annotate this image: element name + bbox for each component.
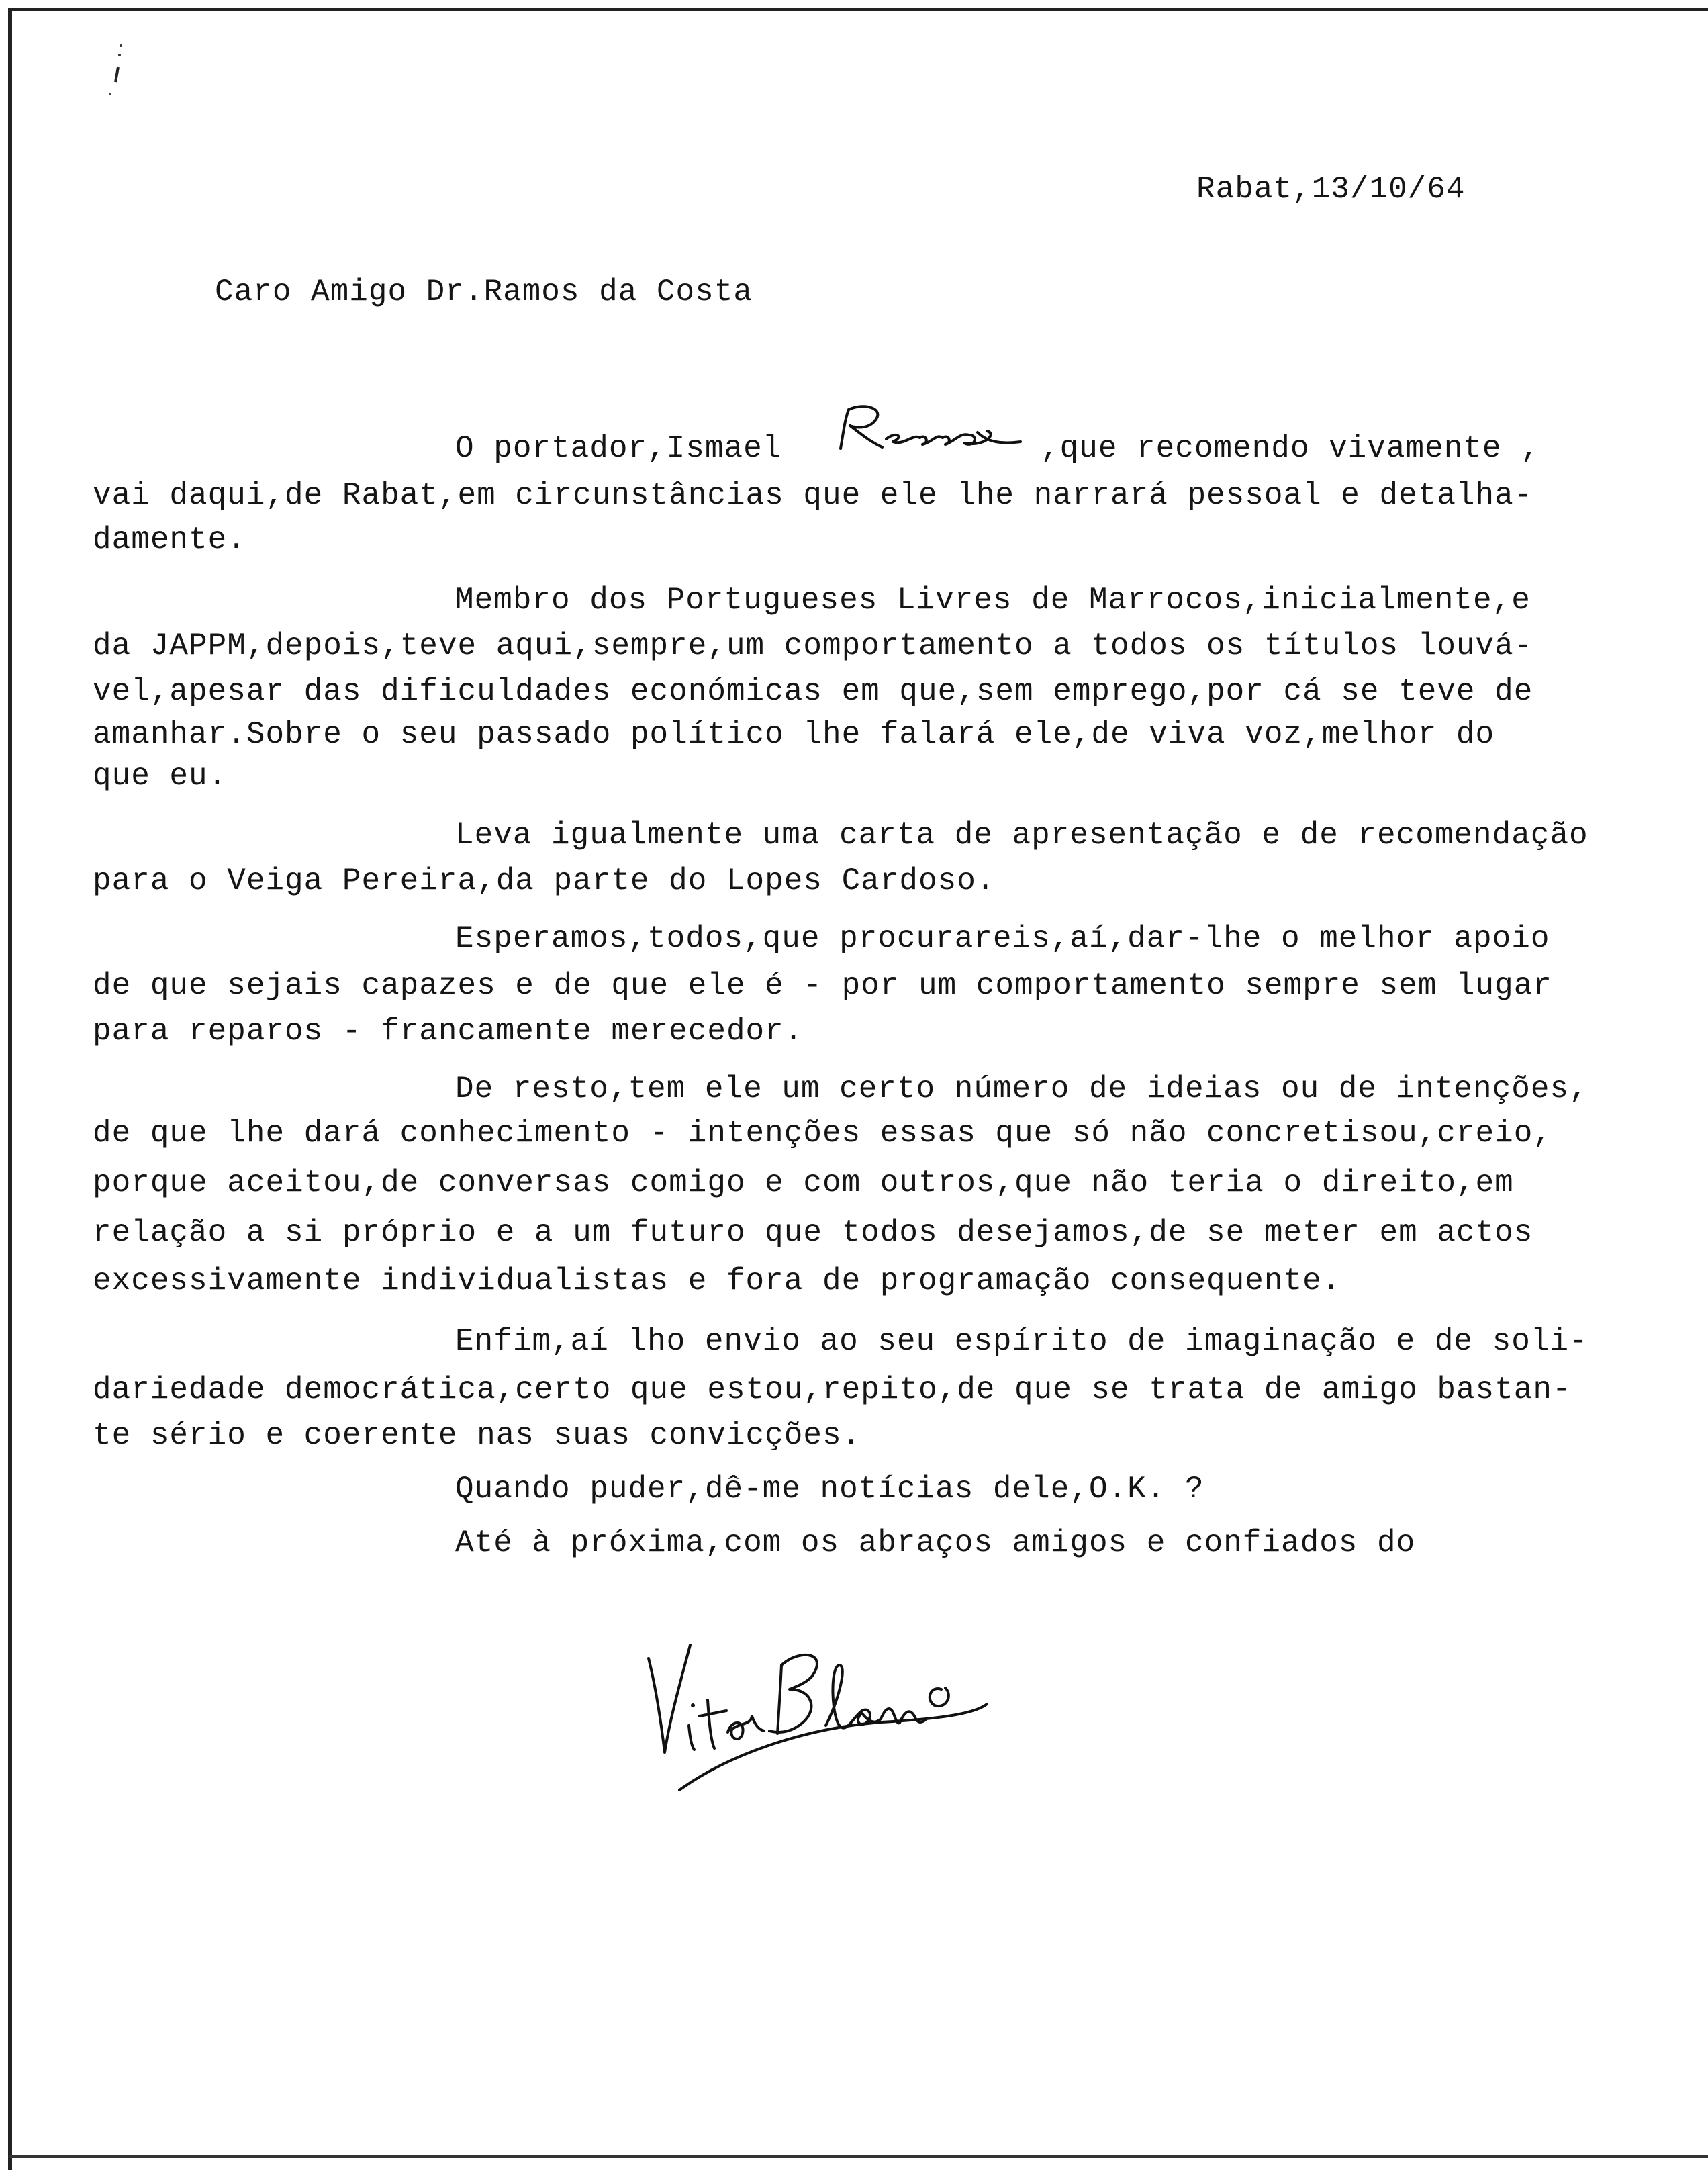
paragraph-5-line-3: porque aceitou,de conversas comigo e com outros,que não teria o direito,em	[93, 1166, 1514, 1200]
paragraph-3-line-2: para o Veiga Pereira,da parte do Lopes Cardoso.	[93, 863, 996, 898]
handwritten-name-pessoa	[826, 400, 1027, 461]
paragraph-6-line-3: te sério e coerente nas suas convicções.	[93, 1418, 861, 1453]
paragraph-4-line-3: para reparos - francamente merecedor.	[93, 1014, 804, 1049]
closing-line-1: Quando puder,dê-me notícias dele,O.K. ?	[455, 1472, 1204, 1507]
paragraph-3-line-1: Leva igualmente uma carta de apresentação e de recomendação	[455, 818, 1588, 853]
paragraph-5-line-4: relação a si próprio e a um futuro que todos desejamos,de se meter em actos	[93, 1215, 1533, 1250]
salutation: Caro Amigo Dr.Ramos da Costa	[215, 275, 753, 310]
signature	[638, 1625, 1000, 1799]
paragraph-4-line-1: Esperamos,todos,que procurareis,aí,dar-lhe o melhor apoio	[455, 921, 1550, 956]
paragraph-6-line-2: dariedade democrática,certo que estou,repito,de que se trata de amigo bastan-	[93, 1372, 1572, 1407]
page-border-bottom	[9, 2155, 1708, 2158]
paragraph-2-line-5: que eu.	[93, 759, 228, 794]
paragraph-5-line-2: de que lhe dará conhecimento - intenções essas que só não concretisou,creio,	[93, 1116, 1552, 1151]
page-border-top	[9, 8, 1708, 11]
paragraph-2-line-4: amanhar.Sobre o seu passado político lhe falará ele,de viva voz,melhor do	[93, 717, 1495, 752]
closing-line-2: Até à próxima,com os abraços amigos e confiados do	[455, 1525, 1416, 1560]
paper-specks	[101, 40, 128, 114]
paragraph-2-line-2: da JAPPM,depois,teve aqui,sempre,um comportamento a todos os títulos louvá-	[93, 628, 1533, 663]
paragraph-5-line-5: excessivamente individualistas e fora de programação consequente.	[93, 1264, 1341, 1299]
page-border-left	[8, 8, 12, 2170]
paragraph-1-line-2: vai daqui,de Rabat,em circunstâncias que ele lhe narrará pessoal e detalha-	[93, 478, 1533, 513]
paragraph-2-line-3: vel,apesar das dificuldades económicas em que,sem emprego,por cá se teve de	[93, 674, 1533, 709]
paragraph-5-line-1: De resto,tem ele um certo número de ideias ou de intenções,	[455, 1072, 1588, 1106]
paragraph-6-line-1: Enfim,aí lho envio ao seu espírito de imaginação e de soli-	[455, 1324, 1588, 1359]
paragraph-4-line-2: de que sejais capazes e de que ele é - por um comportamento sempre sem lugar	[93, 968, 1552, 1003]
paragraph-1-line-1-end: ,que recomendo vivamente ,	[1041, 431, 1540, 466]
paragraph-1-line-3: damente.	[93, 522, 246, 557]
letter-date: Rabat,13/10/64	[1196, 172, 1466, 207]
paragraph-1-line-1-start: O portador,Ismael	[455, 431, 782, 466]
paragraph-2-line-1: Membro dos Portugueses Livres de Marrocos,inicialmente,e	[455, 583, 1531, 618]
